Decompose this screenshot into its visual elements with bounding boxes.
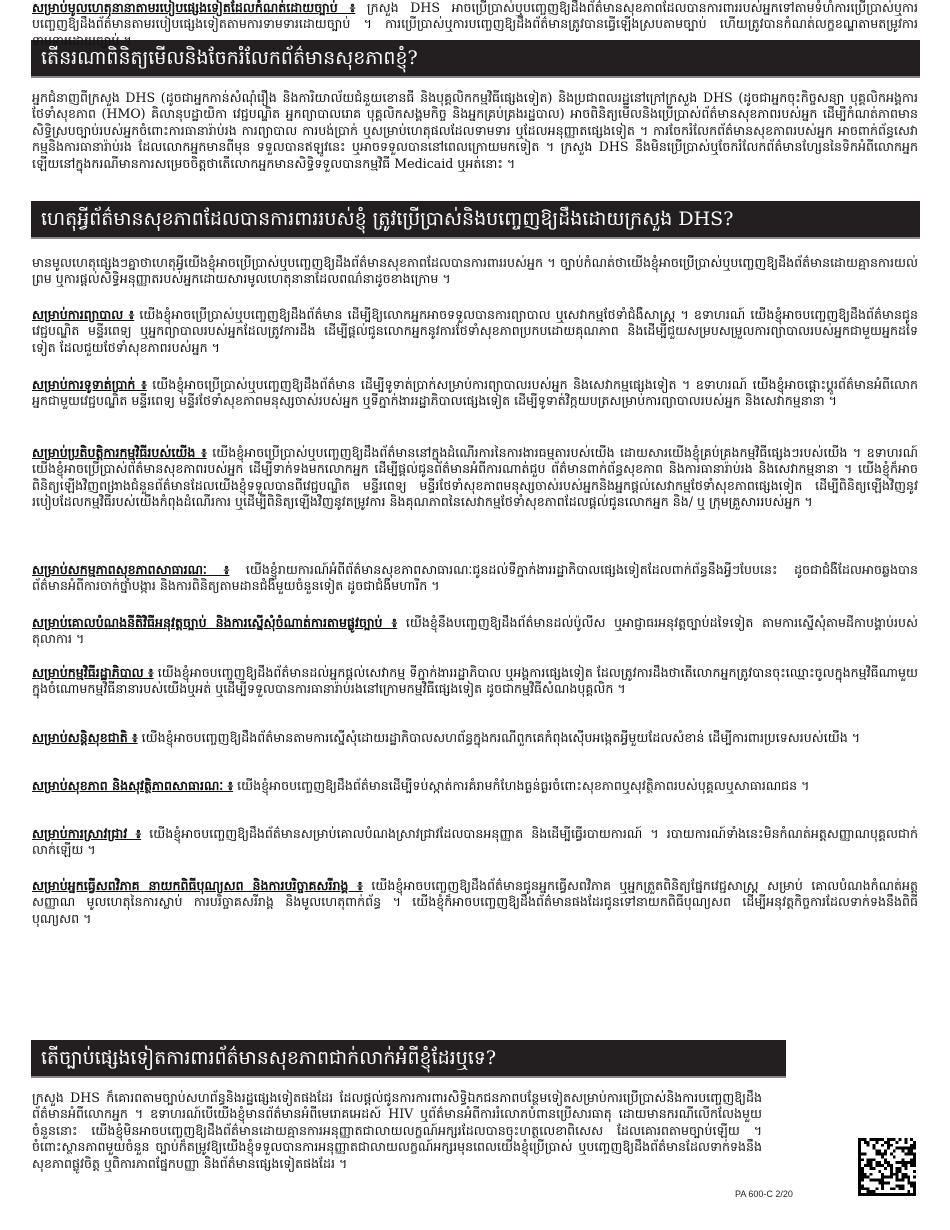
paragraph-lead: សម្រាប់សកម្មភាពសុខភាពសាធារណៈ ៖ bbox=[32, 562, 230, 577]
paragraph-lead: សម្រាប់ការព្យាបាល ៖ bbox=[32, 307, 135, 322]
paragraph-lead: សម្រាប់សន្តិសុខជាតិ ៖ bbox=[32, 730, 138, 745]
paragraph-text: យើងខ្ញុំអាចបញ្ចេញឱ្យដឹងព័ត៌មានសម្រាប់គោលបំណងស្រាវជ្រាវដែលបានអនុញ្ញាត និងដើម្បីធ្វើរបាយការណ៍ ។ របាយការណ៍ទាំងនេះមិនកំណត់អត្តសញ្ញាណបុគ្គលជាក់លាក់ឡើយ ។ bbox=[32, 826, 918, 858]
paragraph-item bbox=[32, 730, 918, 746]
paragraph-lead: សម្រាប់ការទូទាត់ប្រាក់ ៖ bbox=[32, 377, 147, 392]
paragraph-text: យើងខ្ញុំអាចបញ្ចេញឱ្យដឹងព័ត៌មានដល់អ្នកផ្ដល់សេវាកម្ម ទីភ្នាក់ងាររដ្ឋាភិបាល ឬអង្គការផ្សេងទៀត ដែលត្រូវការដឹងថាតើលោកអ្នកត្រូវបានចុះឈ្មោះចូលក្នុងកម្មវិធីណាមួយក្នុងចំណោមកម្មវិធីនានារបស់យើងឬអត់ ឬដើម្បីទទួលបានការធានារ៉ាប់រងនៅក្រោមកម្មវិធីផ្សេងទៀត ដូចជាកម្មវិធីសំណងបុគ្គលិក ។ bbox=[32, 665, 918, 697]
section-heading-other-laws bbox=[31, 1040, 786, 1078]
heading-text: តើនរណាពិនិត្យមើលនិងចែករំលែកព័ត៌មានសុខភាពខ្ញុំ? bbox=[41, 47, 418, 69]
paragraph-text: ក្រសួង DHS អាចប្រើប្រាស់ឬបញ្ចេញឱ្យដឹងព័ត៌មានសុខភាពដែលបានការពាររបស់អ្នកទៅតាមទំហំការប្រើប្រាស់ឬការបញ្ចេញឱ្យដឹងព័ត៌មានតាមរបៀបផ្សេងទៀតតាមការទាមទារដោយច្បាប់ ។ ការប្រើប្រាស់ឬការបញ្ចេញឱ្យដឹងព័ត៌មានត្រូវបានធ្វើឡើងស្របតាមច្បាប់ ហើយត្រូវបានកំណត់លក្ខខណ្ឌតាមតម្រូវការទាមទារដោយច្បាប់ ។ bbox=[32, 0, 918, 48]
paragraph-lead: សម្រាប់ប្រតិបត្តិការកម្មវិធីរបស់យើង ៖ bbox=[32, 445, 207, 460]
heading-text: តើច្បាប់ផ្សេងទៀតការពារព័ត៌មានសុខភាពជាក់លាក់អំពីខ្ញុំដែរឬទេ? bbox=[41, 1047, 497, 1069]
paragraph-item bbox=[32, 878, 918, 927]
paragraph-text: យើងខ្ញុំរាយការណ៍អំពីព័ត៌មានសុខភាពសាធារណៈជូនដល់ទីភ្នាក់ងាររដ្ឋាភិបាលផ្សេងទៀតដែលពាក់ព័ន្ធនឹងអ្វីៗបែបនេះ ដូចជាជំងឺដែលអាចឆ្លងបាន ព័ត៌មានអំពីការចាក់ថ្នាំបង្ការ និងការពិនិត្យតាមដានជំងឺមួយចំនួនទៀត ដូចជាជំងឺមហារីក ។ bbox=[32, 562, 918, 594]
paragraph-item bbox=[32, 445, 918, 511]
paragraph-item bbox=[32, 307, 918, 356]
section-heading-why-used bbox=[31, 201, 920, 239]
paragraph-lead: សម្រាប់គោលបំណងនីតិវិធីអនុវត្តច្បាប់ និងការស្នើសុំចំណាត់ការតាមផ្លូវច្បាប់ ៖ bbox=[32, 615, 398, 630]
paragraph-item bbox=[32, 615, 918, 648]
paragraph-text: យើងខ្ញុំនឹងបញ្ចេញឱ្យដឹងព័ត៌មានដល់ប៉ូលីស ឬអាជ្ញាធរអនុវត្តច្បាប់ដទៃទៀត តាមការស្នើសុំតាមដីកាបង្គាប់របស់តុលាការ ។ bbox=[32, 615, 918, 647]
heading-text: ហេតុអ្វីព័ត៌មានសុខភាពដែលបានការពាររបស់ខ្ញុំ ត្រូវប្រើប្រាស់និងបញ្ចេញឱ្យដឹងដោយក្រសួង DHS? bbox=[41, 208, 734, 230]
paragraph-item bbox=[32, 826, 918, 859]
paragraph-item bbox=[32, 0, 918, 49]
paragraph-item bbox=[32, 377, 918, 410]
paragraph-text: យើងខ្ញុំអាចប្រើប្រាស់ឬបញ្ចេញឱ្យដឹងព័ត៌មាន ដើម្បីឱ្យលោកអ្នកអាចទទួលបានការព្យាបាល ឬសេវាកម្មថែទាំជំងឺសាស្ត្រ ។ ឧទាហរណ៍ យើងខ្ញុំអាចបញ្ចេញឱ្យដឹងព័ត៌មានជូនវេជ្ជបណ្ឌិត មន្ទីរពេទ្យ ឬអ្នកព្យាបាលរបស់អ្នកដែលត្រូវការដឹង ដើម្បីផ្ដល់ជូនលោកអ្នកនូវការថែទាំសុខភាពប្រកបដោយគុណភាព និងដើម្បីជួយសម្របសម្រួលការព្យាបាលរបស់អ្នកជាមួយអ្នកដទៃទៀត ដែលជួយថែទាំសុខភាពរបស់អ្នក ។ bbox=[32, 307, 918, 355]
paragraph-item bbox=[32, 255, 918, 288]
paragraph-text: យើងខ្ញុំអាចបញ្ចេញឱ្យដឹងព័ត៌មានតាមការស្នើសុំដោយរដ្ឋាភិបាលសហព័ន្ធក្នុងករណីពួកគេកំពុងស៊ើបអង្កេតអ្វីមួយដែលសំខាន់ ដើម្បីការពារប្រទេសរបស់យើង ។ bbox=[137, 730, 861, 745]
paragraph-text: យើងខ្ញុំអាចប្រើប្រាស់ឬបញ្ចេញឱ្យដឹងព័ត៌មាននៅក្នុងដំណើរការនៃការងារធម្មតារបស់យើង ដោយសារយើងខ្ញុំគ្រប់គ្រងកម្មវិធីផ្សេងៗរបស់យើង ។ ឧទាហរណ៍ យើងខ្ញុំអាចប្រើប្រាស់ព័ត៌មានសុខភាពរបស់អ្នក ដើម្បីទាក់ទងមកលោកអ្នក ដើម្បីផ្ដល់ជូនព័ត៌មានអំពីការណាត់ជួប ព័ត៌មានពាក់ព័ន្ធសុខភាព និងការធានារ៉ាប់រង និងសេវាកម្មនានា ។ យើងខ្ញុំក៏អាចពិនិត្យឡើងវិញពង្រាងជំនួនព័ត៌មានដែលយើងខ្ញុំទទួលបានពីវេជ្ជបណ្ឌិត មន្ទីរពេទ្យ មន្ទីរថែទាំសុខភាពមនុស្សចាស់របស់អ្នកនិងអ្នកផ្ដល់សេវាកម្មថែទាំសុខភាពផ្សេងទៀត ដើម្បីពិនិត្យឡើងវិញនូវរបៀបដែលកម្មវិធីរបស់យើងកំពុងដំណើរការ ឬដើម្បីពិនិត្យឡើងវិញនូវតម្រូវការ និងគុណភាពនៃសេវាកម្មថែទាំសុខភាពដែលផ្ដល់ជូនលោកអ្នក និង/ ឬ ក្រុមគ្រួសាររបស់អ្នក ។ bbox=[32, 445, 918, 510]
paragraph-item bbox=[32, 562, 918, 595]
form-code: PA 600-C 2/20 bbox=[735, 1189, 793, 1199]
paragraph-lead: សម្រាប់ការស្រាវជ្រាវ ៖ bbox=[32, 826, 142, 841]
paragraph-other-laws: ក្រសួង DHS ក៏គោរពតាមច្បាប់សហព័ន្ធនិងរដ្ឋផ្សេងទៀតផងដែរ ដែលផ្ដល់ជូនការការពារសិទ្ធិឯកជនភាពបន្ថែមទៀតសម្រាប់ការប្រើប្រាស់និងការបញ្ចេញឱ្យដឹងព័ត៌មានអំពីលោកអ្នក ។ ឧទាហរណ៍បើយើងខ្ញុំមានព័ត៌មានអំពីមេរោគអេដស៍ HIV ឬព័ត៌មានអំពីការរំលោភបំពានប្រើសារធាតុ ដោយមានករណីលើកលែងមួយចំនួននោះ យើងខ្ញុំមិនអាចបញ្ចេញឱ្យដឹងព័ត៌មានដោយគ្មានការអនុញ្ញាតជាលាយលក្ខណ៍អក្សរដែលបានចុះហត្ថលេខាពិសេស ដែលគោរពតាមច្បាប់ឡើយ ។ ចំពោះស្ថានភាពមួយចំនួន ច្បាប់ក៏តម្រូវឱ្យយើងខ្ញុំទទួលបានការអនុញ្ញាតជាលាយលក្ខណ៍អក្សរមុនពេលយើងខ្ញុំប្រើប្រាស់ ឬបញ្ចេញឱ្យដឹងព័ត៌មានដែលទាក់ទងនឹងសុខភាពផ្លូវចិត្ត ឬពិការភាពផ្នែកបញ្ញា និងព័ត៌មានផ្សេងទៀតផងដែរ ។ bbox=[32, 1090, 762, 1171]
paragraph-text: យើងខ្ញុំអាចបញ្ចេញឱ្យដឹងព័ត៌មានដើម្បីទប់ស្កាត់ការគំរាមកំហែងធ្ងន់ធ្ងរចំពោះសុខភាពឬសុវត្ថិភាពរបស់បុគ្គលឬសាធារណជន ។ bbox=[233, 778, 810, 793]
paragraph-text: យើងខ្ញុំអាចប្រើប្រាស់ឬបញ្ចេញឱ្យដឹងព័ត៌មាន ដើម្បីទូទាត់ប្រាក់សម្រាប់ការព្យាបាលរបស់អ្នក និងសេវាកម្មផ្សេងទៀត ។ ឧទាហរណ៍ យើងខ្ញុំអាចផ្ដោះប្ដូរព័ត៌មានអំពីលោកអ្នកជាមួយវេជ្ជបណ្ឌិត មន្ទីរពេទ្យ មន្ទីរថែទាំសុខភាពមនុស្សចាស់របស់អ្នក ឬទីភ្នាក់ងាររដ្ឋាភិបាលផ្សេងទៀត ដើម្បីទូទាត់វិក្កយបត្រសម្រាប់ការព្យាបាលរបស់អ្នក និងសេវាកម្មនានា ។ bbox=[32, 377, 918, 409]
paragraph-who-reviews: អ្នកជំនាញពីក្រសួង DHS (ដូចជាអ្នកកាន់សំណុំរឿង និងការិយាល័យជំនួយខោនធី និងបុគ្គលិកកម្មវិធីផ្សេងទៀត) និងប្រជាពលរដ្ឋនៅក្រៅក្រសួង DHS (ដូចជាអ្នកចុះកិច្ចសន្យា បុគ្គលិកអង្គការថែទាំសុខភាព (HMO) គិលានុបដ្ឋាយិកា វេជ្ជបណ្ឌិត អ្នកព្យាបាលរោគ បុគ្គលិកសង្គមកិច្ច និងអ្នកគ្រប់គ្រងរដ្ឋបាល) អាចពិនិត្យមើលនិងប្រើប្រាស់ព័ត៌មានសុខភាពរបស់អ្នក ដើម្បីកំណត់ភាពមានសិទ្ធិស្របច្បាប់របស់អ្នកចំពោះការធានារ៉ាប់រង ការព្យាបាល ការបង់ប្រាក់ ឬសម្រាប់ហេតុផលដែលទាមទារ ឬដែលអនុញ្ញាតផ្សេងទៀត ។ ការចែករំលែកព័ត៌មានសុខភាពរបស់អ្នក អាចពាក់ព័ន្ធសេវាកម្មនិងការធានារ៉ាប់រង ដែលលោកអ្នកមានពីមុន ទទួលបានឥឡូវនេះ ឬអាចទទួលបាននៅពេលក្រោយមកទៀត ។ ក្រសួង DHS នឹងមិនប្រើប្រាស់ឬចែករំលែកព័ត៌មានហ្សែននៃទិកអំពីលោកអ្នកឡើយនៅក្នុងករណីមានការសម្រេចចិត្តថាតើលោកអ្នកមានសិទ្ធិទទួលបានកម្មវិធី Medicaid ឬអត់នោះ ។ bbox=[32, 90, 918, 171]
paragraph-lead: សម្រាប់កម្មវិធីរដ្ឋាភិបាល ៖ bbox=[32, 665, 154, 680]
paragraph-lead: សម្រាប់សុខភាព និងសុវត្ថិភាពសាធារណៈ ៖ bbox=[32, 778, 234, 793]
paragraph-text: យើងខ្ញុំអាចបញ្ចេញឱ្យដឹងព័ត៌មានជូនអ្នកធ្វើសពវិភាគ ឬអ្នកត្រួតពិនិត្យផ្នែកវេជ្ជសាស្ត្រ សម្រាប់ គោលបំណងកំណត់អត្តសញ្ញាណ មូលហេតុនៃការស្លាប់ ការបរិច្ចាគសរីរាង្គ និងមូលហេតុពាក់ព័ន្ធ ។ យើងខ្ញុំក៏អាចបញ្ចេញឱ្យដឹងព័ត៌មានផងដែរជូនទៅនាយកពិធីបុណ្យសព ដើម្បីអនុវត្តកិច្ចការដែលទាក់ទងនឹងពិធីបុណ្យសព ។ bbox=[32, 878, 919, 926]
paragraph-item bbox=[32, 665, 918, 698]
paragraph-item bbox=[32, 778, 918, 794]
paragraph-text: មានមូលហេតុផ្សេងៗគ្នាថាហេតុអ្វីយើងខ្ញុំអាចប្រើប្រាស់ឬបញ្ចេញឱ្យដឹងព័ត៌មានសុខភាពដែលបានការពាររបស់អ្នក ។ ច្បាប់កំណត់ថាយើងខ្ញុំអាចប្រើប្រាស់ឬបញ្ចេញឱ្យដឹងព័ត៌មានដោយគ្មានការយល់ព្រម ឬការផ្ដល់សិទ្ធិអនុញ្ញាតរបស់អ្នកដោយសារមូលហេតុនានាដែលពណ៌នាដូចខាងក្រោម ។ bbox=[32, 255, 918, 287]
paragraph-lead: សម្រាប់អ្នកធ្វើសពវិភាគ នាយកពិធីបុណ្យសព និងការបរិច្ចាគសរីរាង្គ ៖ bbox=[32, 878, 363, 893]
qr-code bbox=[857, 1138, 917, 1196]
paragraph-lead: សម្រាប់មូលហេតុនានាតាមរបៀបផ្សេងទៀតដែលកំណត់ដោយច្បាប់ ៖ bbox=[32, 0, 356, 15]
